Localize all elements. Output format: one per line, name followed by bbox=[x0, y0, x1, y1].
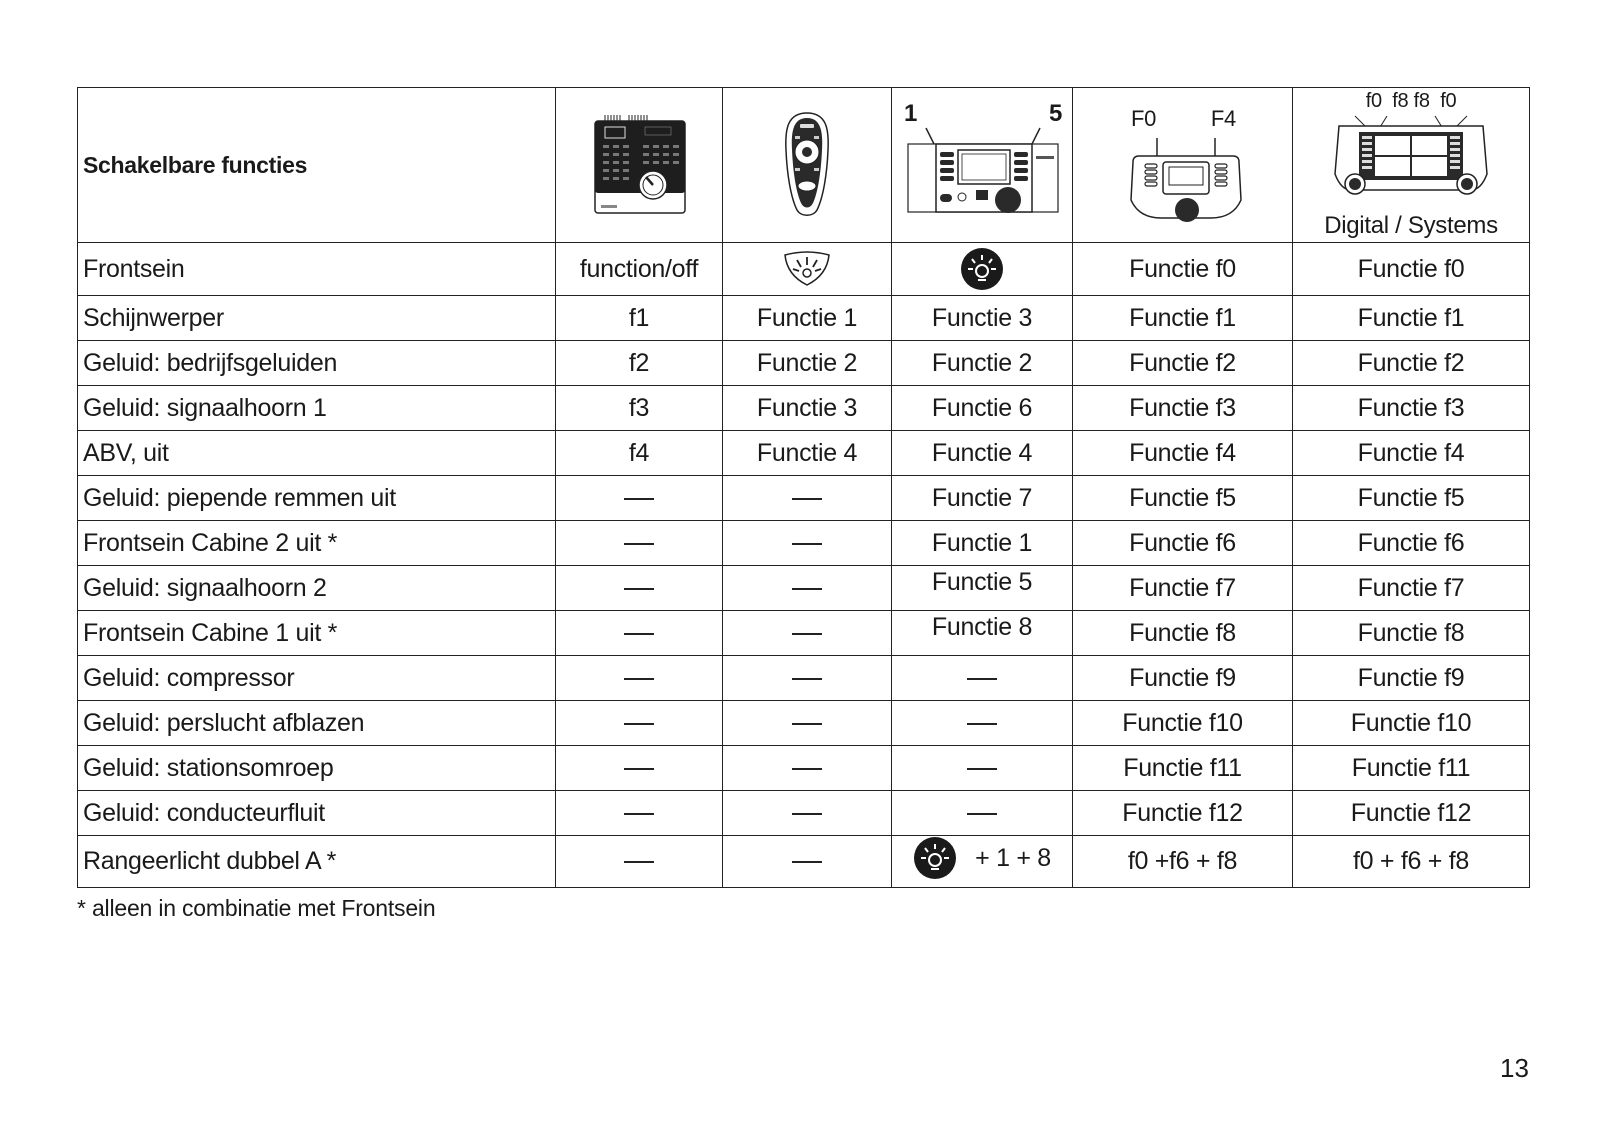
cell-control-unit bbox=[556, 836, 723, 888]
device-mobile-remote bbox=[723, 88, 892, 243]
cell-mobile-station: Functie 3 bbox=[892, 296, 1073, 341]
cell-text: Functie 8 bbox=[931, 612, 1033, 641]
function-name: Geluid: piepende remmen uit bbox=[78, 476, 556, 521]
central-station-icon bbox=[1331, 114, 1491, 204]
cell-mobile-station bbox=[892, 746, 1073, 791]
cell-central-station: Functie f5 bbox=[1293, 476, 1530, 521]
cell-mobile-station bbox=[892, 701, 1073, 746]
function-name: Schijnwerper bbox=[78, 296, 556, 341]
cell-mobile-remote bbox=[723, 836, 892, 888]
function-name: Geluid: stationsomroep bbox=[78, 746, 556, 791]
cell-control-unit bbox=[556, 656, 723, 701]
table-row bbox=[78, 836, 1530, 888]
device-mobile-station bbox=[892, 88, 1073, 243]
cell-central-station: Functie f11 bbox=[1293, 746, 1530, 791]
dash-mark bbox=[624, 543, 654, 545]
table-row bbox=[78, 386, 1530, 431]
table-header-title: Schakelbare functies bbox=[78, 88, 556, 243]
cell-central-station: Functie f0 bbox=[1293, 243, 1530, 296]
cell-central-station: Functie f10 bbox=[1293, 701, 1530, 746]
dash-mark bbox=[967, 813, 997, 815]
cell-central-station: Functie f2 bbox=[1293, 341, 1530, 386]
function-name: Frontsein Cabine 1 uit * bbox=[78, 611, 556, 656]
cell-central-station: Functie f8 bbox=[1293, 611, 1530, 656]
dash-mark bbox=[792, 633, 822, 635]
table-row bbox=[78, 476, 1530, 521]
dash-mark bbox=[792, 543, 822, 545]
dash-mark bbox=[792, 678, 822, 680]
cell-mobile-station-2: Functie f12 bbox=[1073, 791, 1293, 836]
cell-mobile-station-2: f0 +f6 + f8 bbox=[1073, 836, 1293, 888]
cell-mobile-remote bbox=[723, 656, 892, 701]
cell-mobile-station bbox=[892, 566, 1073, 611]
function-name: Geluid: perslucht afblazen bbox=[78, 701, 556, 746]
cell-mobile-remote: Functie 2 bbox=[723, 341, 892, 386]
cell-central-station: Functie f7 bbox=[1293, 566, 1530, 611]
key-label-right: F4 bbox=[1210, 106, 1236, 131]
function-name: Geluid: signaalhoorn 2 bbox=[78, 566, 556, 611]
cell-control-unit bbox=[556, 791, 723, 836]
cell-mobile-remote bbox=[723, 746, 892, 791]
device-caption: Digital / Systems bbox=[1324, 212, 1498, 239]
cell-central-station: Functie f6 bbox=[1293, 521, 1530, 566]
table-row bbox=[78, 656, 1530, 701]
dash-mark bbox=[967, 678, 997, 680]
dash-mark bbox=[624, 813, 654, 815]
combo-suffix: + 1 + 8 bbox=[975, 843, 1051, 872]
function-table bbox=[77, 87, 1530, 888]
dash-mark bbox=[792, 498, 822, 500]
cell-mobile-station-2: Functie f3 bbox=[1073, 386, 1293, 431]
table-row bbox=[78, 746, 1530, 791]
function-name: Rangeerlicht dubbel A * bbox=[78, 836, 556, 888]
page-number: 13 bbox=[1500, 1053, 1529, 1083]
mobile-station-2-icon bbox=[1083, 100, 1283, 230]
cell-mobile-remote bbox=[723, 611, 892, 656]
dash-mark bbox=[792, 723, 822, 725]
table-row bbox=[78, 243, 1530, 296]
device-control-unit bbox=[556, 88, 723, 243]
cell-mobile-remote bbox=[723, 791, 892, 836]
device-central-station bbox=[1293, 88, 1530, 243]
cell-mobile-station bbox=[892, 243, 1073, 296]
key-label-right: 5 bbox=[1048, 100, 1062, 127]
cell-mobile-station-2: Functie f1 bbox=[1073, 296, 1293, 341]
cell-mobile-station-2: Functie f4 bbox=[1073, 431, 1293, 476]
dash-mark bbox=[624, 633, 654, 635]
dash-mark bbox=[967, 768, 997, 770]
table-row bbox=[78, 701, 1530, 746]
cell-mobile-station: Functie 2 bbox=[892, 341, 1073, 386]
cell-mobile-remote bbox=[723, 521, 892, 566]
table-row bbox=[78, 791, 1530, 836]
cell-mobile-station: Functie 7 bbox=[892, 476, 1073, 521]
cell-central-station: Functie f4 bbox=[1293, 431, 1530, 476]
cell-mobile-station-2: Functie f2 bbox=[1073, 341, 1293, 386]
cell-central-station: Functie f9 bbox=[1293, 656, 1530, 701]
cell-mobile-station-2: Functie f11 bbox=[1073, 746, 1293, 791]
function-name: Geluid: conducteurfluit bbox=[78, 791, 556, 836]
cell-mobile-remote: Functie 4 bbox=[723, 431, 892, 476]
dash-mark bbox=[792, 813, 822, 815]
table-header-row bbox=[78, 88, 1530, 243]
table-row bbox=[78, 296, 1530, 341]
key-label-left: F0 bbox=[1131, 106, 1157, 131]
cell-mobile-remote bbox=[723, 566, 892, 611]
function-name: Geluid: signaalhoorn 1 bbox=[78, 386, 556, 431]
dash-mark bbox=[792, 588, 822, 590]
cell-mobile-station: Functie 1 bbox=[892, 521, 1073, 566]
dash-mark bbox=[624, 723, 654, 725]
cell-control-unit bbox=[556, 566, 723, 611]
dash-mark bbox=[624, 498, 654, 500]
device-mobile-station-2 bbox=[1073, 88, 1293, 243]
cell-mobile-station bbox=[892, 836, 1073, 888]
cell-mobile-station-2: Functie f7 bbox=[1073, 566, 1293, 611]
cell-central-station: f0 + f6 + f8 bbox=[1293, 836, 1530, 888]
cell-control-unit: f1 bbox=[556, 296, 723, 341]
function-name: Geluid: bedrijfsgeluiden bbox=[78, 341, 556, 386]
cell-control-unit: f2 bbox=[556, 341, 723, 386]
dash-mark bbox=[967, 723, 997, 725]
cell-mobile-remote: Functie 1 bbox=[723, 296, 892, 341]
mobile-station-icon bbox=[900, 100, 1064, 230]
cell-mobile-station bbox=[892, 656, 1073, 701]
key-label-left: 1 bbox=[904, 100, 918, 127]
dash-mark bbox=[792, 768, 822, 770]
cell-mobile-remote bbox=[723, 243, 892, 296]
light-button-icon bbox=[960, 247, 1004, 291]
function-name: Frontsein Cabine 2 uit * bbox=[78, 521, 556, 566]
table-row bbox=[78, 341, 1530, 386]
combo-function bbox=[913, 836, 1051, 880]
control-unit-icon bbox=[589, 111, 689, 219]
cell-control-unit bbox=[556, 611, 723, 656]
dash-mark bbox=[624, 768, 654, 770]
cell-central-station: Functie f1 bbox=[1293, 296, 1530, 341]
table-row bbox=[78, 431, 1530, 476]
function-name: Frontsein bbox=[78, 243, 556, 296]
dash-mark bbox=[624, 588, 654, 590]
cell-control-unit bbox=[556, 746, 723, 791]
footnote: * alleen in combinatie met Frontsein bbox=[77, 895, 436, 921]
cell-mobile-remote bbox=[723, 701, 892, 746]
cell-control-unit: f3 bbox=[556, 386, 723, 431]
cell-mobile-station: Functie 6 bbox=[892, 386, 1073, 431]
light-function-icon bbox=[781, 249, 833, 289]
light-button-icon bbox=[913, 836, 957, 880]
cell-control-unit: function/off bbox=[556, 243, 723, 296]
dash-mark bbox=[624, 861, 654, 863]
cell-central-station: Functie f3 bbox=[1293, 386, 1530, 431]
cell-mobile-station-2: Functie f9 bbox=[1073, 656, 1293, 701]
table-row bbox=[78, 611, 1530, 656]
key-labels-top: f0 f8 f8 f0 bbox=[1365, 90, 1457, 112]
cell-control-unit bbox=[556, 701, 723, 746]
mobile-station-remote-icon bbox=[777, 110, 837, 220]
cell-mobile-station bbox=[892, 611, 1073, 656]
cell-mobile-station-2: Functie f0 bbox=[1073, 243, 1293, 296]
cell-mobile-station-2: Functie f6 bbox=[1073, 521, 1293, 566]
dash-mark bbox=[624, 678, 654, 680]
function-name: ABV, uit bbox=[78, 431, 556, 476]
function-name: Geluid: compressor bbox=[78, 656, 556, 701]
dash-mark bbox=[792, 861, 822, 863]
cell-mobile-remote bbox=[723, 476, 892, 521]
cell-central-station: Functie f12 bbox=[1293, 791, 1530, 836]
table-row bbox=[78, 566, 1530, 611]
table-row bbox=[78, 521, 1530, 566]
cell-control-unit bbox=[556, 521, 723, 566]
cell-mobile-station-2: Functie f5 bbox=[1073, 476, 1293, 521]
cell-mobile-remote: Functie 3 bbox=[723, 386, 892, 431]
cell-text: Functie 5 bbox=[931, 567, 1033, 596]
cell-mobile-station: Functie 4 bbox=[892, 431, 1073, 476]
cell-control-unit bbox=[556, 476, 723, 521]
cell-mobile-station-2: Functie f10 bbox=[1073, 701, 1293, 746]
cell-mobile-station bbox=[892, 791, 1073, 836]
cell-mobile-station-2: Functie f8 bbox=[1073, 611, 1293, 656]
cell-control-unit: f4 bbox=[556, 431, 723, 476]
